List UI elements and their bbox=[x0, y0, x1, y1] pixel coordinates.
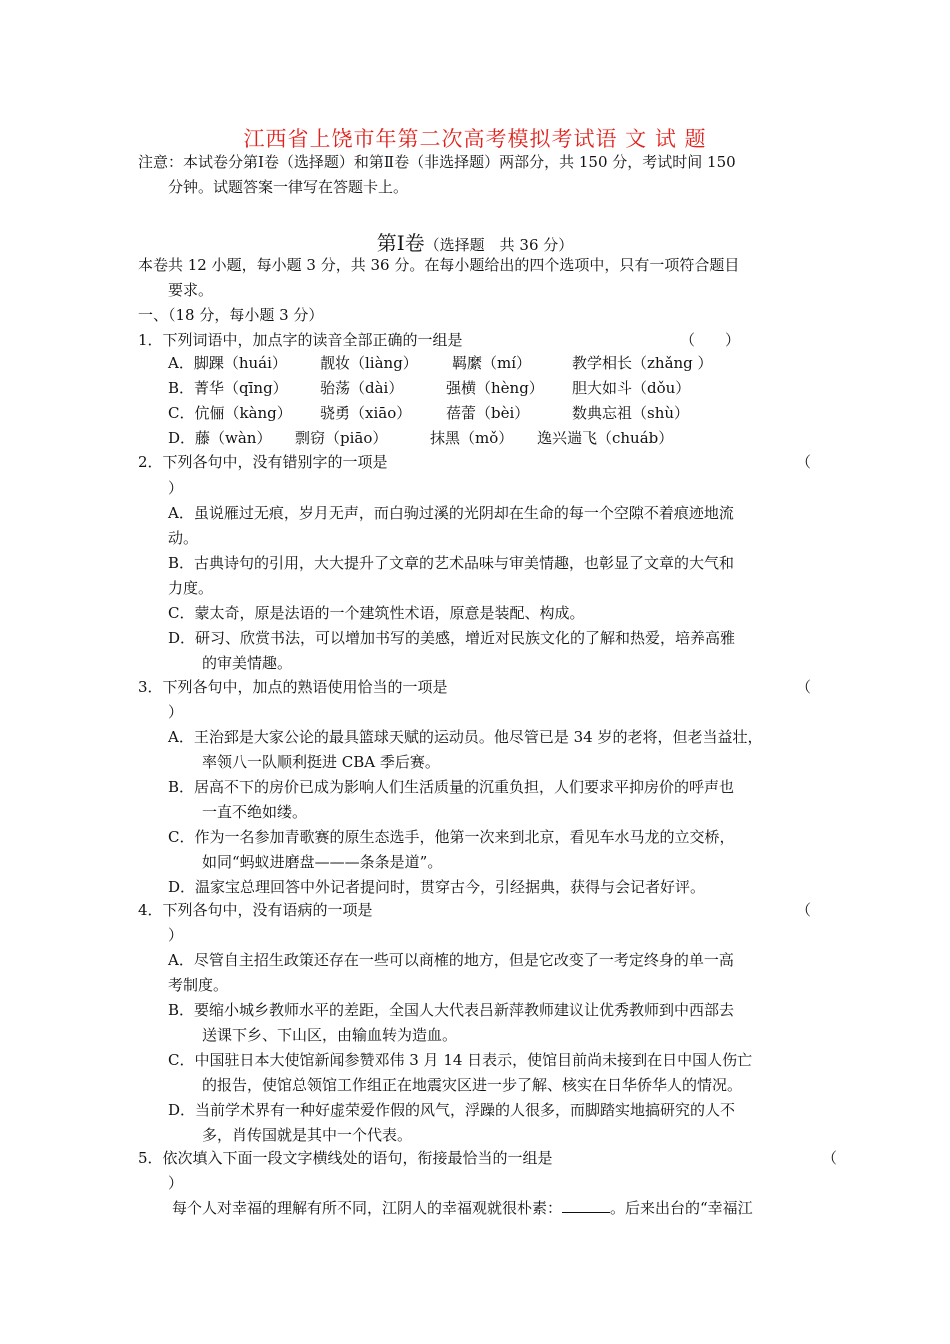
q3-stem: 3．下列各句中，加点的熟语使用恰当的一项是 bbox=[138, 678, 448, 696]
q4-option-c-line-2: 的报告，使馆总领馆工作组正在地震灾区进一步了解、核实在日华侨华人的情况。 bbox=[202, 1076, 743, 1094]
q4-option-a-line-2: 考制度。 bbox=[168, 976, 229, 994]
q2-option-d-line-1: D．研习、欣赏书法，可以增加书写的美感，增近对民族文化的了解和热爱，培养高雅 bbox=[168, 629, 736, 647]
q1-a-word-3: 羁縻（mí） bbox=[452, 354, 532, 372]
q2-option-d-line-2: 的审美情趣。 bbox=[202, 654, 293, 672]
q2-option-b-line-1: B．古典诗句的引用，大大提升了文章的艺术品味与审美情趣，也彰显了文章的大气和 bbox=[168, 554, 735, 572]
q3-option-b-line-2: 一直不绝如缕。 bbox=[202, 803, 308, 821]
notice-line-2: 分钟。试题答案一律写在答题卡上。 bbox=[168, 178, 409, 196]
q1-b-word-2: 骀荡（dài） bbox=[320, 379, 404, 397]
q4-option-d-line-1: D．当前学术界有一种好虚荣爱作假的风气，浮躁的人很多，而脚踏实地搞研究的人不 bbox=[168, 1101, 736, 1119]
q1-b-word-1: B．菁华（qīng） bbox=[168, 379, 288, 397]
q5-paren-close: ） bbox=[168, 1174, 184, 1192]
q4-option-d-line-2: 多，肖传国就是其中一个代表。 bbox=[202, 1126, 413, 1144]
q1-d-word-4: 逸兴遄飞（chuáb） bbox=[537, 429, 674, 447]
q4-option-b-line-1: B．要缩小城乡教师水平的差距，全国人大代表吕新萍教师建议让优秀教师到中西部去 bbox=[168, 1001, 735, 1019]
q5-stem: 5．依次填入下面一段文字横线处的语句，衔接最恰当的一组是 bbox=[138, 1149, 553, 1167]
q1-c-word-1: C．伉俪（kàng） bbox=[168, 404, 292, 422]
q3-option-c-line-1: C．作为一名参加青歌赛的原生态选手，他第一次来到北京，看见车水马龙的立交桥， bbox=[168, 828, 735, 846]
section-sub: （选择题 共 36 分） bbox=[424, 236, 574, 254]
q3-option-d: D．温家宝总理回答中外记者提问时，贯穿古今，引经据典，获得与会记者好评。 bbox=[168, 878, 706, 896]
q1-b-word-4: 胆大如斗（dǒu） bbox=[572, 379, 691, 397]
q1-a-word-2: 靓妆（liàng） bbox=[320, 354, 418, 372]
q1-answer-paren: （ ） bbox=[680, 331, 741, 349]
q2-option-b-line-2: 力度。 bbox=[168, 579, 214, 597]
q4-stem: 4．下列各句中，没有语病的一项是 bbox=[138, 901, 373, 919]
q4-paren-open: （ bbox=[796, 901, 812, 919]
q1-c-word-3: 蓓蕾（bèi） bbox=[446, 404, 530, 422]
q1-d-word-3: 抹黑（mǒ） bbox=[430, 429, 514, 447]
q2-paren-close: ） bbox=[168, 479, 184, 497]
q1-a-word-1: A．脚踝（huái） bbox=[168, 354, 287, 372]
section-main: 第Ⅰ卷 bbox=[376, 231, 425, 255]
q5-passage-line bbox=[172, 1198, 753, 1218]
q1-d-word-2: 剽窃（piāo） bbox=[295, 429, 388, 447]
q2-option-a-line-1: A．虽说雁过无痕，岁月无声，而白驹过溪的光阴却在生命的每一个空隙不着痕迹地流 bbox=[168, 504, 734, 522]
q2-paren-open: （ bbox=[796, 453, 812, 471]
q1-c-word-2: 骁勇（xiāo） bbox=[320, 404, 412, 422]
q3-paren-open: （ bbox=[796, 678, 812, 696]
q3-option-c-line-2: 如同“蚂蚁进磨盘———条条是道”。 bbox=[202, 853, 443, 871]
q4-option-a-line-1: A．尽管自主招生政策还存在一些可以商榷的地方，但是它改变了一考定终身的单一高 bbox=[168, 951, 734, 969]
part-heading: 一、（18 分，每小题 3 分） bbox=[138, 306, 324, 324]
q5-blank bbox=[562, 1198, 610, 1213]
q1-d-word-1: D．藤（wàn） bbox=[168, 429, 272, 447]
q3-option-a-line-2: 率领八一队顺利挺进 CBA 季后赛。 bbox=[202, 753, 440, 771]
q3-option-b-line-1: B．居高不下的房价已成为影响人们生活质量的沉重负担，人们要求平抑房价的呼声也 bbox=[168, 778, 735, 796]
q1-stem: 1．下列词语中，加点字的读音全部正确的一组是 bbox=[138, 331, 463, 349]
q5-passage-text-b: 。后来出台的“幸福江 bbox=[610, 1199, 753, 1217]
q5-paren-open: （ bbox=[822, 1149, 838, 1167]
q1-a-word-4: 教学相长（zhǎng ） bbox=[572, 354, 713, 372]
q2-option-c: C．蒙太奇，原是法语的一个建筑性术语，原意是装配、构成。 bbox=[168, 604, 585, 622]
q5-passage-text-a: 每个人对幸福的理解有所不同，江阴人的幸福观就很朴素： bbox=[172, 1199, 563, 1217]
q1-c-word-4: 数典忘祖（shù） bbox=[572, 404, 690, 422]
q3-option-a-line-1: A．王治郅是大家公论的最具篮球天赋的运动员。他尽管已是 34 岁的老将，但老当益壮， bbox=[168, 728, 763, 746]
intro-line-1: 本卷共 12 小题，每小题 3 分，共 36 分。在每小题给出的四个选项中，只有一项符合题目 bbox=[138, 256, 740, 274]
q3-paren-close: ） bbox=[168, 703, 184, 721]
section-heading bbox=[0, 227, 950, 256]
q4-paren-close: ） bbox=[168, 926, 184, 944]
exam-title: 江西省上饶市年第二次高考模拟考试语 文 试 题 bbox=[243, 127, 707, 151]
q4-option-b-line-2: 送课下乡、下山区，由输血转为造血。 bbox=[202, 1026, 458, 1044]
q2-stem: 2．下列各句中，没有错别字的一项是 bbox=[138, 453, 388, 471]
q2-option-a-line-2: 动。 bbox=[168, 529, 199, 547]
q1-b-word-3: 强横（hèng） bbox=[446, 379, 544, 397]
q4-option-c-line-1: C．中国驻日本大使馆新闻参赞邓伟 3 月 14 日表示，使馆目前尚未接到在日中国人伤亡 bbox=[168, 1051, 753, 1069]
notice-line-1: 注意：本试卷分第Ⅰ卷（选择题）和第Ⅱ卷（非选择题）两部分，共 150 分，考试时间 150 bbox=[138, 153, 736, 171]
intro-line-2: 要求。 bbox=[168, 281, 214, 299]
